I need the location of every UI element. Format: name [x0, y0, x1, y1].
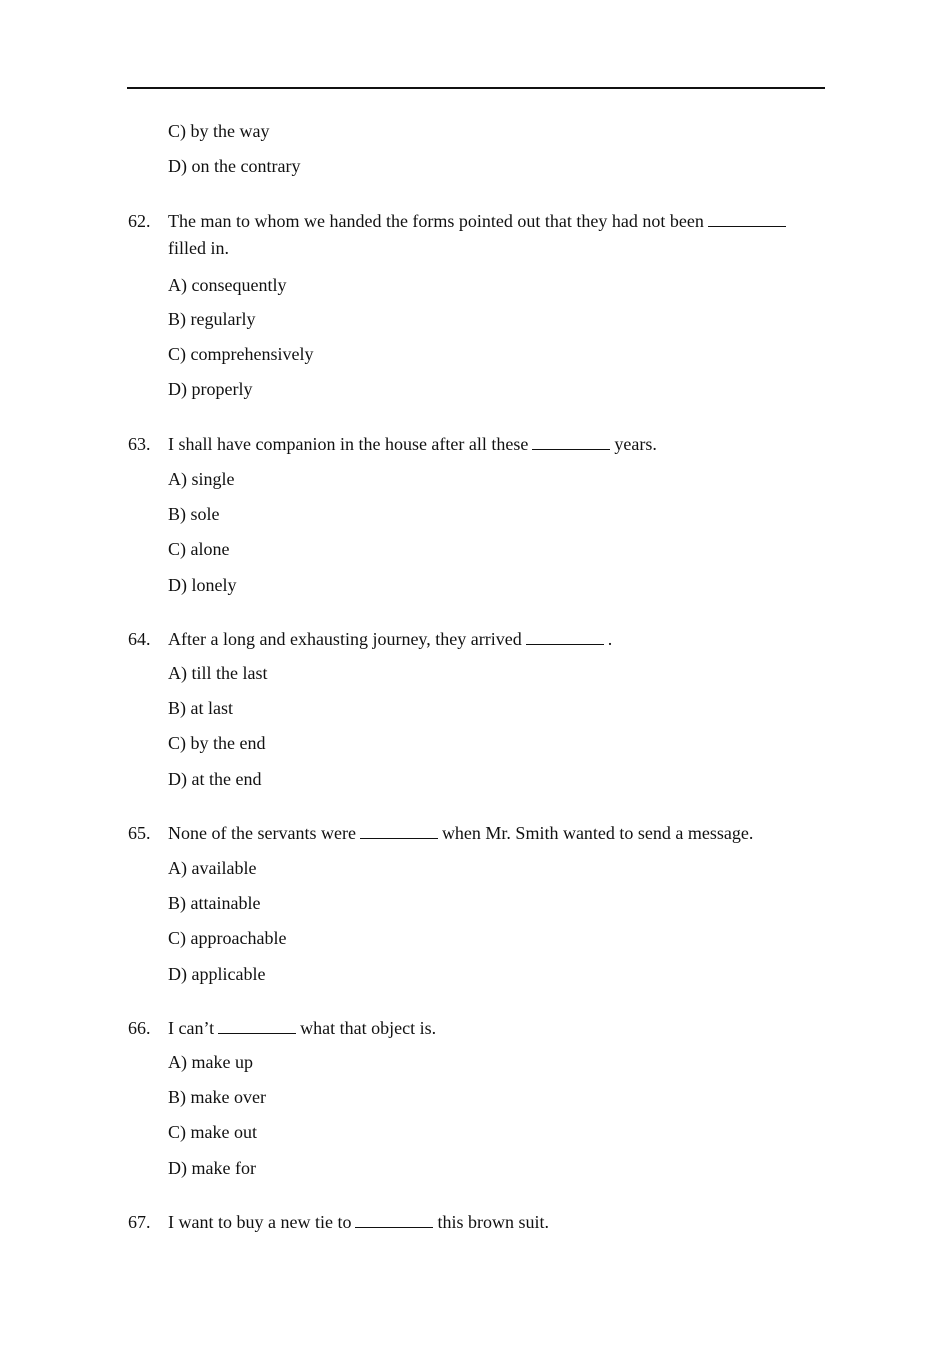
option-d-63: D) lonely: [168, 575, 237, 595]
question-number-67: 67.: [128, 1212, 151, 1232]
question-number-62: 62.: [128, 211, 151, 231]
option-b-63: B) sole: [168, 504, 220, 524]
question-text-66: [168, 1017, 436, 1039]
option-c-63: C) alone: [168, 539, 230, 559]
question-number-65: 65.: [128, 823, 151, 843]
answer-blank: [532, 433, 610, 450]
option-d-66: D) make for: [168, 1158, 256, 1178]
option-b-64: B) at last: [168, 698, 233, 718]
question-67-after: this brown suit.: [437, 1212, 549, 1232]
option-a-63: A) single: [168, 469, 235, 489]
option-b-65: B) attainable: [168, 893, 261, 913]
question-number-64: 64.: [128, 629, 151, 649]
question-text-65: [168, 822, 753, 844]
question-67-before: I want to buy a new tie to: [168, 1212, 352, 1232]
question-65-after: when Mr. Smith wanted to send a message.: [441, 823, 754, 843]
question-text-64: [168, 628, 612, 650]
question-66-after: what that object is.: [300, 1018, 437, 1038]
question-65-before: None of the servants were: [168, 823, 356, 843]
answer-blank: [360, 822, 438, 839]
answer-blank: [708, 210, 786, 227]
question-text-67: [168, 1211, 549, 1233]
question-62-line2: filled in.: [168, 238, 229, 258]
question-63-before: I shall have companion in the house after all these: [168, 434, 529, 454]
question-number-66: 66.: [128, 1018, 151, 1038]
question-63-after: years.: [614, 434, 657, 454]
question-62-before: The man to whom we handed the forms pointed out that they had not been: [168, 211, 704, 231]
option-b-62: B) regularly: [168, 309, 256, 329]
option-a-66: A) make up: [168, 1052, 253, 1072]
option-b-66: B) make over: [168, 1087, 266, 1107]
option-c-62: C) comprehensively: [168, 344, 314, 364]
option-a-64: A) till the last: [168, 663, 268, 683]
question-text-63: [168, 433, 657, 455]
option-c-66: C) make out: [168, 1122, 257, 1142]
option-a-62: A) consequently: [168, 275, 287, 295]
option-d-prev: D) on the contrary: [168, 156, 301, 176]
answer-blank: [526, 628, 604, 645]
question-number-63: 63.: [128, 434, 151, 454]
header-rule: [127, 87, 825, 89]
answer-blank: [218, 1017, 296, 1034]
option-d-64: D) at the end: [168, 769, 262, 789]
question-64-after: .: [607, 629, 613, 649]
option-d-62: D) properly: [168, 379, 253, 399]
question-text-62: [168, 210, 790, 232]
question-64-before: After a long and exhausting journey, they arrived: [168, 629, 522, 649]
option-d-65: D) applicable: [168, 964, 266, 984]
option-a-65: A) available: [168, 858, 257, 878]
option-c-prev: C) by the way: [168, 121, 270, 141]
answer-blank: [355, 1211, 433, 1228]
option-c-64: C) by the end: [168, 733, 266, 753]
question-66-before: I can’t: [168, 1018, 215, 1038]
option-c-65: C) approachable: [168, 928, 287, 948]
